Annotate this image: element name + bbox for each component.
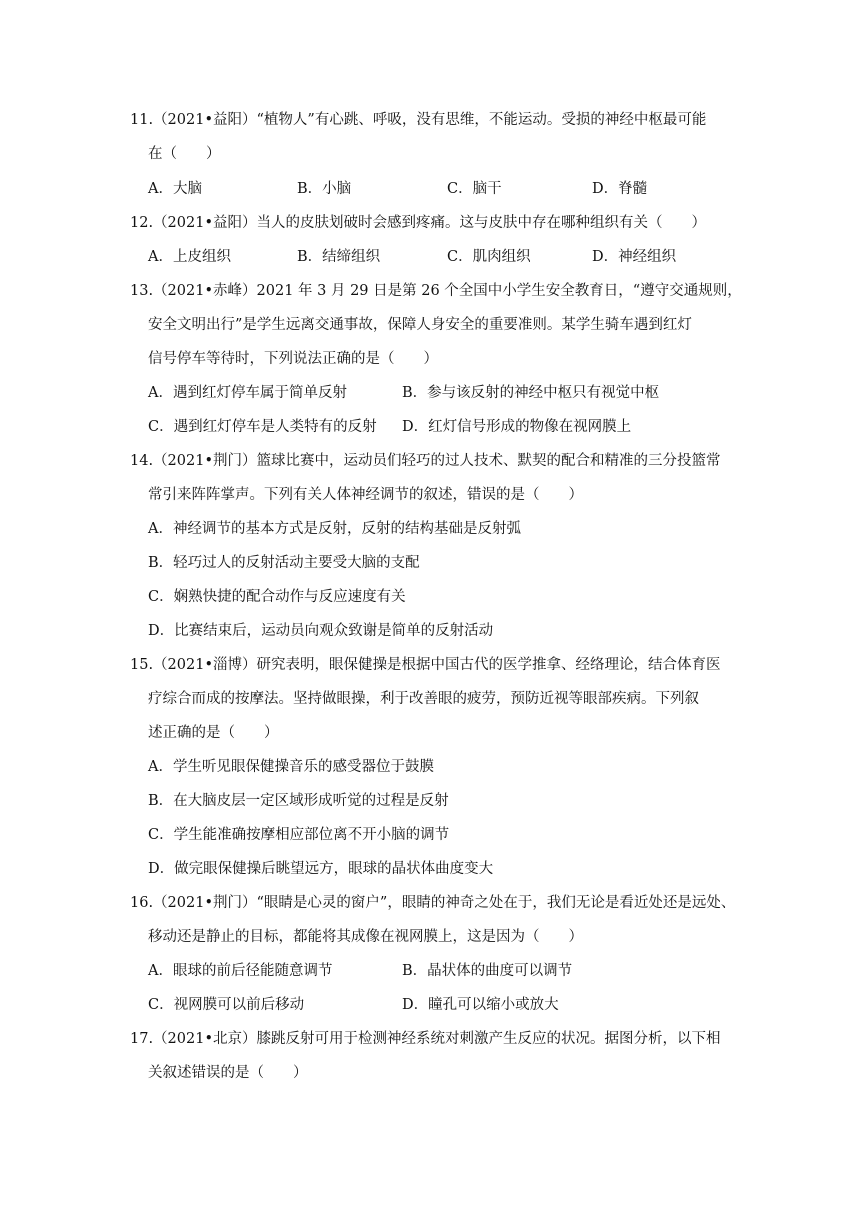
question-16-option-a: A．眼球的前后径能随意调节 xyxy=(148,963,333,979)
question-17-line-1: 17.（2021•北京）膝跳反射可用于检测神经系统对刺激产生反应的状况。据图分析，以下相 xyxy=(130,1031,721,1047)
question-15-line-2: 疗综合而成的按摩法。坚持做眼操，利于改善眼的疲劳，预防近视等眼部疾病。下列叙 xyxy=(148,691,699,707)
question-15-option-c: C．学生能准确按摩相应部位离不开小脑的调节 xyxy=(148,827,450,843)
question-13-option-a: A．遇到红灯停车属于简单反射 xyxy=(148,385,347,401)
question-14-line-2: 常引来阵阵掌声。下列有关人体神经调节的叙述，错误的是（ ） xyxy=(148,487,583,503)
question-12-option-b: B．结缔组织 xyxy=(297,249,381,265)
question-12-option-a: A．上皮组织 xyxy=(148,249,231,265)
question-12-option-c: C．肌肉组织 xyxy=(447,249,531,265)
question-13-option-d: D．红灯信号形成的物像在视网膜上 xyxy=(402,419,632,435)
question-11-option-b: B．小脑 xyxy=(297,181,352,197)
question-12-option-d: D．神经组织 xyxy=(592,249,677,265)
question-13-line-1: 13.（2021•赤峰）2021 年 3 月 29 日是第 26 个全国中小学生安全教育日，“遵守交通规则， xyxy=(130,283,742,299)
question-16-option-c: C．视网膜可以前后移动 xyxy=(148,997,305,1013)
question-13-line-3: 信号停车等待时，下列说法正确的是（ ） xyxy=(148,351,438,367)
question-15-option-b: B．在大脑皮层一定区域形成听觉的过程是反射 xyxy=(148,793,449,809)
question-13-line-2: 安全文明出行”是学生远离交通事故，保障人身安全的重要准则。某学生骑车遇到红灯 xyxy=(148,317,692,333)
question-17-line-2: 关叙述错误的是（ ） xyxy=(148,1065,308,1081)
question-11-option-a: A．大脑 xyxy=(148,181,202,197)
question-15-line-1: 15.（2021•淄博）研究表明，眼保健操是根据中国古代的医学推拿、经络理论，结合体育医 xyxy=(130,657,721,673)
question-16-option-d: D．瞳孔可以缩小或放大 xyxy=(402,997,559,1013)
question-15-option-a: A．学生听见眼保健操音乐的感受器位于鼓膜 xyxy=(148,759,434,775)
question-12-line-1: 12.（2021•益阳）当人的皮肤划破时会感到疼痛。这与皮肤中存在哪种组织有关（ ） xyxy=(130,215,707,231)
question-16-option-b: B．晶状体的曲度可以调节 xyxy=(402,963,573,979)
question-15-line-3: 述正确的是（ ） xyxy=(148,725,279,741)
question-14-option-b: B．轻巧过人的反射活动主要受大脑的支配 xyxy=(148,555,420,571)
question-15-option-d: D．做完眼保健操后眺望远方，眼球的晶状体曲度变大 xyxy=(148,861,494,877)
question-11-line-2: 在（ ） xyxy=(148,146,221,162)
question-14-line-1: 14.（2021•荆门）篮球比赛中，运动员们轻巧的过人技术、默契的配合和精准的三分投篮常 xyxy=(130,453,721,469)
question-14-option-d: D．比赛结束后，运动员向观众致谢是简单的反射活动 xyxy=(148,623,494,639)
question-13-option-b: B．参与该反射的神经中枢只有视觉中枢 xyxy=(402,385,660,401)
question-14-option-a: A．神经调节的基本方式是反射，反射的结构基础是反射弧 xyxy=(148,521,521,537)
question-16-line-2: 移动还是静止的目标，都能将其成像在视网膜上，这是因为（ ） xyxy=(148,929,583,945)
question-11-line-1: 11.（2021•益阳）“植物人”有心跳、呼吸，没有思维，不能运动。受损的神经中枢最可能 xyxy=(130,112,707,128)
question-11-option-c: C．脑干 xyxy=(447,181,502,197)
question-11-option-d: D．脊髓 xyxy=(592,181,648,197)
question-16-line-1: 16.（2021•荆门）“眼睛是心灵的窗户”，眼睛的神奇之处在于，我们无论是看近处还是远处、 xyxy=(130,895,736,911)
question-14-option-c: C．娴熟快捷的配合动作与反应速度有关 xyxy=(148,589,406,605)
question-13-option-c: C．遇到红灯停车是人类特有的反射 xyxy=(148,419,377,435)
